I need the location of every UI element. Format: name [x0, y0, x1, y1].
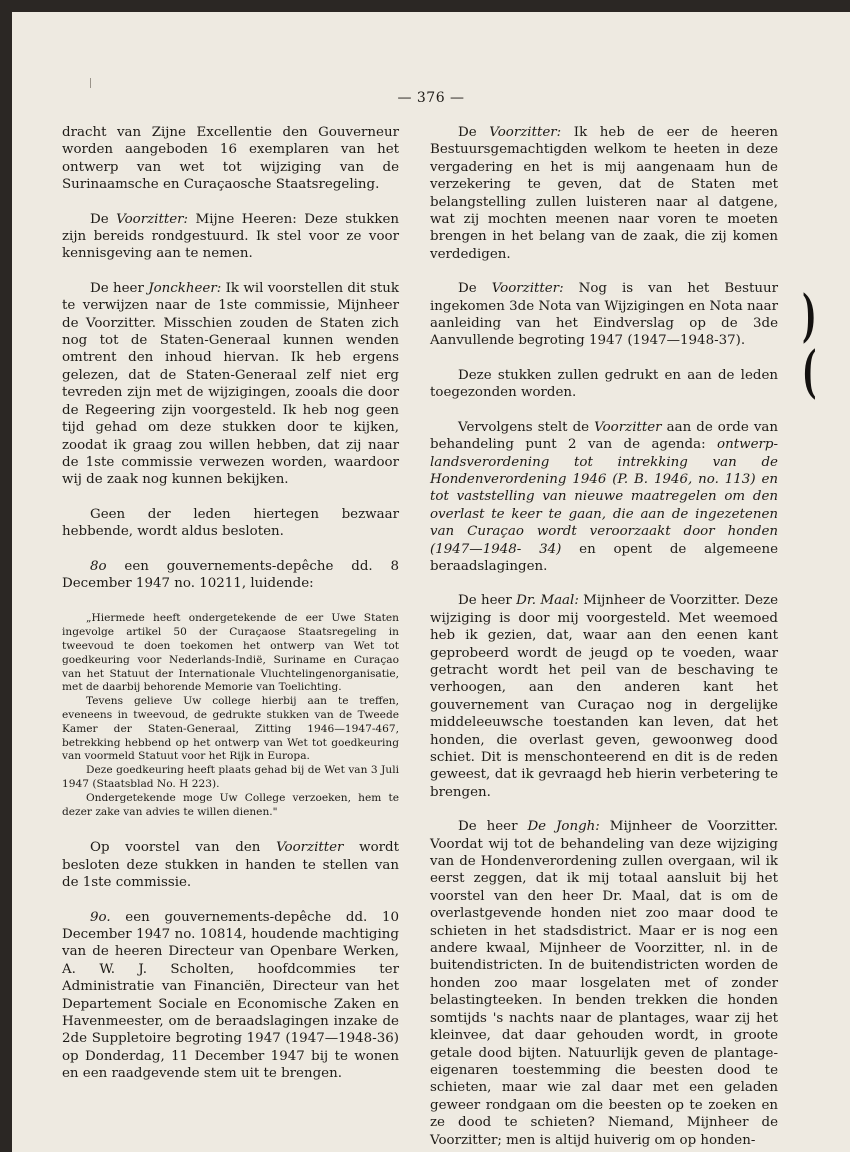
quote-paragraph: Deze goedkeuring heeft plaats gehad bij de Wet van 3 Juli 1947 (Staatsblad No. H 223).	[62, 764, 399, 790]
paragraph: 9o. een gouvernements-depêche dd. 10 December 1947 no. 10814, houdende machtiging van de heeren Directeur van Openbare Werken, A. W. J. Scholten, hoofdcommies ter Administratie van Financiën, Directeur van het Departement Sociale en Economische Zaken en Havenmeester, om de beraadslagingen inzake de 2de Suppletoire begroting 1947 (1947—1948-36) op Donderdag, 11 December 1947 bij te wonen en een raadgevende stem uit te brengen.	[62, 909, 399, 1082]
quote-paragraph: Tevens gelieve Uw college hierbij aan te treffen, eveneens in tweevoud, de gedrukte stukken van de Tweede Kamer der Staten-Generaal, Zitting 1946—1947-467, betrekking hebbend op het ontwerp van Wet tot goedkeuring van voormeld Statuut voor het Rijk in Europa.	[62, 695, 399, 763]
paragraph: De heer De Jongh: Mijnheer de Voorzitter. Voordat wij tot de behandeling van deze wijziging van de Hondenverordening zullen overgaan, wil ik eerst zeggen, dat ik mij totaal aansluit bij het voorstel van den heer Dr. Maal, dat is om de overlastgevende honden niet zoo maar dood te schieten in het stadsdistrict. Maar er is nog een andere kwaal, Mijnheer de Voorzitter, nl. in de buitendistricten. In de buitendistricten worden de honden zoo maar losgelaten met of zonder belastingteeken. In benden trekken die honden somtijds 's nachts naar de plantages, waar zij het kleinvee, dat daar gehouden wordt, in groote getale dood bijten. Natuurlijk geven de plantage-eigenaren toestemming die beesten dood te schieten, maar wie zal daar met een geladen geweer rondgaan om die beesten op te zoeken en ze dood te schieten? Niemand, Mijnheer de Voorzitter; men is altijd huiverig om op honden-	[430, 819, 778, 1148]
page-number: — 376 —	[397, 90, 465, 106]
agenda-title: ontwerp-landsverordening tot intrekking van de Hondenverordening 1946 (P. B. 1946, no. 113) en tot vaststelling van nieuwe maatregelen om den overlast te keer te gaan, die aan de ingezetenen van Curaçao wordt veroorzaakt door honden (1947—1948- 34)	[430, 437, 778, 557]
paragraph: De heer Dr. Maal: Mijnheer de Voorzitter. Deze wijziging is door mij voorgesteld. Met weemoed heb ik gezien, dat, waar aan den eenen kant geprobeerd wordt de jeugd op te voeden, waar getracht wordt het peil van de beschaving te verhoogen, aan den anderen kant het gouvernement van Curaçao nog in dergelijke middeleeuwsche toestanden kan leven, dat het honden, die overlast geven, gewoonweg dood schiet. Dit is menschonteerend en dit is de reden geweest, dat ik gevraagd heb hierin verbetering te brengen.	[430, 593, 778, 800]
paragraph: De Voorzitter: Nog is van het Bestuur ingekomen 3de Nota van Wijzigingen en Nota naar aanleiding van het Eindverslag op de 3de Aanvullende begroting 1947 (1947—1948-37).	[430, 281, 778, 349]
quote-paragraph: „Hiermede heeft ondergetekende de eer Uwe Staten ingevolge artikel 50 der Curaçaose Staatsregeling in tweevoud te doen toekomen het ontwerp van Wet tot goedkeuring voor Nederlands-Indië, Suriname en Curaçao van het Statuut der Internationale Vluchtelingenorganisatie, met de daarbij behorende Memorie van Toelichting.	[62, 612, 399, 694]
left-column	[62, 124, 399, 1083]
speaker-name: Voorzitter	[276, 840, 344, 856]
right-column	[430, 124, 778, 1149]
speaker-name: Voorzitter	[594, 419, 662, 435]
quote-paragraph: Ondergetekende moge Uw College verzoeken, hem te dezer zake van advies te willen dienen."	[62, 791, 399, 818]
speaker-name: Voorzitter:	[489, 125, 562, 140]
paragraph: De Voorzitter: Ik heb de eer de heeren Bestuursgemachtigden welkom te heeten in deze vergadering en het is mij aangenaam hun de verzekering te geven, dat de Staten met belangstelling zullen luisteren naar al datgene, wat zij mochten meenen naar voren te moeten brengen in het belang van de zaak, die zij komen verdedigen.	[430, 125, 778, 262]
speaker-name: Dr. Maal:	[516, 593, 579, 609]
paragraph: 8o een gouvernements-depêche dd. 8 December 1947 no. 10211, luidende:	[62, 558, 399, 591]
margin-mark: ) (	[802, 283, 817, 405]
speaker-name: Jonckheer:	[148, 280, 222, 296]
paragraph: Vervolgens stelt de Voorzitter aan de orde van behandeling punt 2 van de agenda: ontwerp-landsverordening tot intrekking van de Hondenverordening 1946 (P. B. 1946, no. 113) en tot vaststelling van nieuwe maatregelen om den overlast te keer te gaan, die aan de ingezetenen van Curaçao wordt veroorzaakt door honden (1947—1948- 34) en opent de algemeene beraadslagingen.	[430, 419, 778, 574]
paragraph: dracht van Zijne Excellentie den Gouverneur worden aangeboden 16 exemplaren van het ontwerp van wet tot wijziging van de Surinaamsche en Curaçaosche Staatsregeling.	[62, 125, 399, 193]
paragraph: De Voorzitter: Mijne Heeren: Deze stukken zijn bereids rondgestuurd. Ik stel voor ze voor kennisgeving aan te nemen.	[62, 211, 399, 262]
paragraph: Op voorstel van den Voorzitter wordt besloten deze stukken in handen te stellen van de 1ste commissie.	[62, 840, 399, 891]
document-page	[12, 12, 850, 1152]
speaker-name: Voorzitter:	[116, 211, 189, 227]
paragraph: Deze stukken zullen gedrukt en aan de leden toegezonden worden.	[430, 367, 778, 401]
speaker-name: De Jongh:	[527, 819, 600, 835]
item-number: 8o	[90, 558, 107, 574]
item-number: 9o.	[90, 909, 111, 925]
scan-mark	[90, 78, 91, 88]
paragraph: De heer Jonckheer: Ik wil voorstellen dit stuk te verwijzen naar de 1ste commissie, Mijnheer de Voorzitter. Misschien zouden de Staten zich nog tot de Staten-Generaal kunnen wenden omtrent den inhoud hiervan. Ik heb ergens gelezen, dat de Staten-Generaal zelf niet erg tevreden zijn met de wijzigingen, zooals die door de Regeering zijn voorgesteld. Ik heb nog geen tijd gehad om deze stukken door te kijken, zoodat ik graag zou willen hebben, dat zij naar de 1ste commissie verwezen worden, waardoor wij de zaak nog kunnen bekijken.	[62, 280, 399, 488]
speaker-name: Voorzitter:	[491, 281, 564, 297]
paragraph: Geen der leden hiertegen bezwaar hebbende, wordt aldus besloten.	[62, 506, 399, 540]
